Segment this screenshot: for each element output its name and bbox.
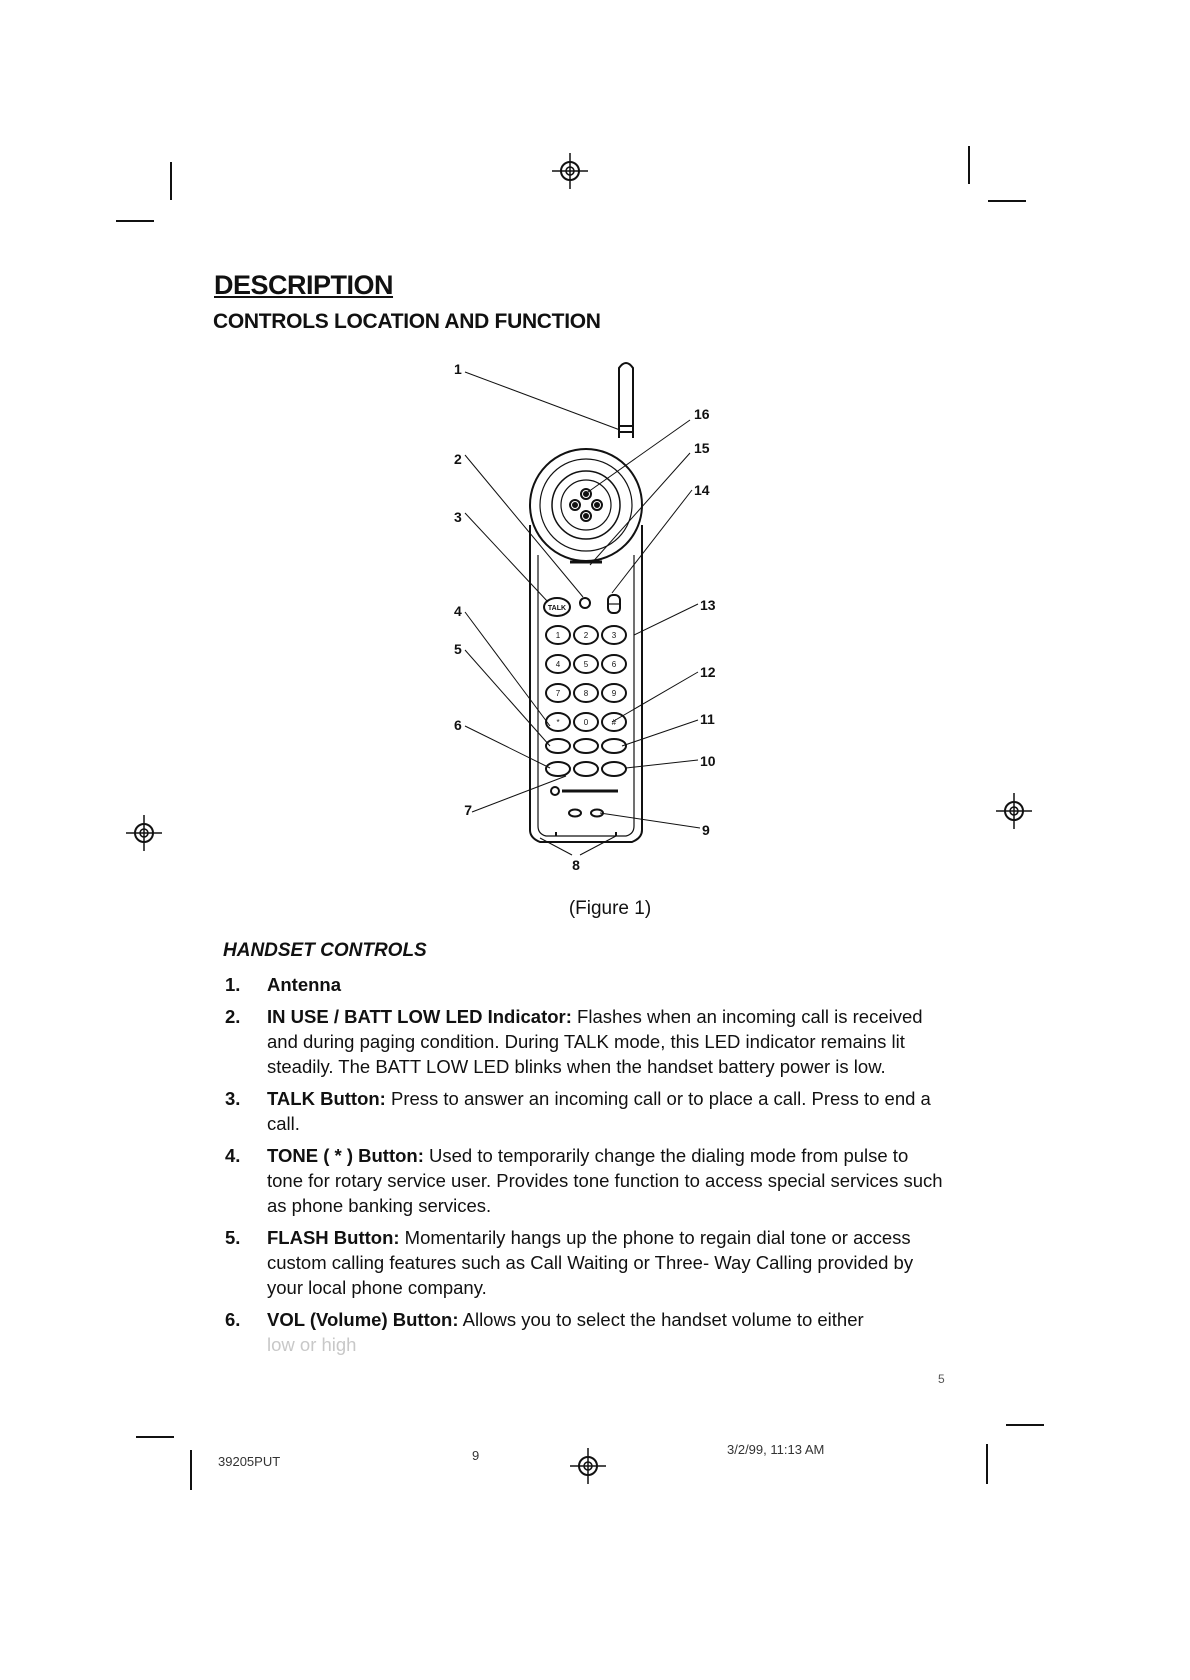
keypad-key-label: 1 — [555, 631, 561, 640]
keypad-key-label: 4 — [555, 660, 561, 669]
keypad-key-label: 3 — [611, 631, 617, 640]
footer-right: 3/2/99, 11:13 AM — [727, 1442, 825, 1457]
callout-label: 9 — [702, 822, 710, 838]
keypad-key-label: 6 — [611, 660, 617, 669]
keypad-key-label: 0 — [583, 718, 589, 727]
controls-list — [225, 972, 945, 1364]
keypad-key-label: * — [556, 718, 560, 727]
page-title: DESCRIPTION — [214, 270, 394, 300]
callout-label: 16 — [694, 406, 710, 422]
callout-label: 1 — [454, 361, 462, 377]
callout-label: 4 — [454, 603, 462, 619]
list-item: 1. Antenna — [225, 974, 341, 995]
keypad-key-label: 5 — [583, 660, 589, 669]
handset-diagram — [450, 350, 740, 880]
callout-label: 10 — [700, 753, 716, 769]
figure-caption: (Figure 1) — [568, 898, 652, 919]
crop-mark — [116, 220, 154, 222]
crop-mark — [986, 1444, 988, 1484]
callout-label: 13 — [700, 597, 716, 613]
keypad-key-label: 9 — [611, 689, 617, 698]
callout-label: 12 — [700, 664, 716, 680]
callout-label: 11 — [700, 711, 715, 727]
registration-mark-icon — [570, 1448, 606, 1484]
registration-mark-icon — [126, 815, 162, 851]
registration-mark-icon — [996, 793, 1032, 829]
footer-center: 9 — [472, 1448, 480, 1463]
page-subtitle: CONTROLS LOCATION AND FUNCTION — [213, 310, 601, 333]
item-continuation: low or high — [267, 1334, 357, 1355]
callout-label: 5 — [454, 641, 462, 657]
callout-label: 8 — [572, 857, 580, 873]
list-item: 4. TONE ( * ) Button: Used to temporarily change the dialing mode from pulse to tone for rotary service user. Provides tone function to access special services such as phone banking services. — [225, 1145, 943, 1216]
crop-mark — [988, 200, 1026, 202]
crop-mark — [1006, 1424, 1044, 1426]
keypad-key-label: # — [611, 718, 617, 727]
list-item: 5. FLASH Button: Momentarily hangs up the phone to regain dial tone or access custom calling features such as Call Waiting or Three- Way Calling provided by your local phone company. — [225, 1227, 914, 1298]
talk-key-label: TALK — [547, 605, 567, 612]
section-heading: HANDSET CONTROLS — [223, 940, 427, 961]
callout-label: 7 — [464, 802, 472, 818]
callout-label: 2 — [454, 451, 462, 467]
registration-mark-icon — [552, 153, 588, 189]
keypad-key-label: 8 — [583, 689, 589, 698]
callout-label: 15 — [694, 440, 710, 456]
keypad-key-label: 2 — [583, 631, 589, 640]
list-item: 2. IN USE / BATT LOW LED Indicator: Flashes when an incoming call is received and during paging condition. During TALK mode, this LED indicator remains lit steadily. The BATT LOW LED blinks when the handset battery power is low. — [225, 1006, 923, 1077]
crop-mark — [968, 146, 970, 184]
callout-label: 3 — [454, 509, 462, 525]
crop-mark — [190, 1450, 192, 1490]
crop-mark — [170, 162, 172, 200]
footer-left: 39205PUT — [218, 1454, 281, 1469]
callout-label: 6 — [454, 717, 462, 733]
list-item: 3. TALK Button: Press to answer an incoming call or to place a call. Press to end a call. — [225, 1088, 931, 1134]
crop-mark — [136, 1436, 174, 1438]
keypad-key-label: 7 — [555, 689, 561, 698]
callout-label: 14 — [694, 482, 710, 498]
page-number: 5 — [938, 1372, 945, 1386]
list-item: 6. VOL (Volume) Button: Allows you to select the handset volume to either low or high — [225, 1309, 864, 1355]
